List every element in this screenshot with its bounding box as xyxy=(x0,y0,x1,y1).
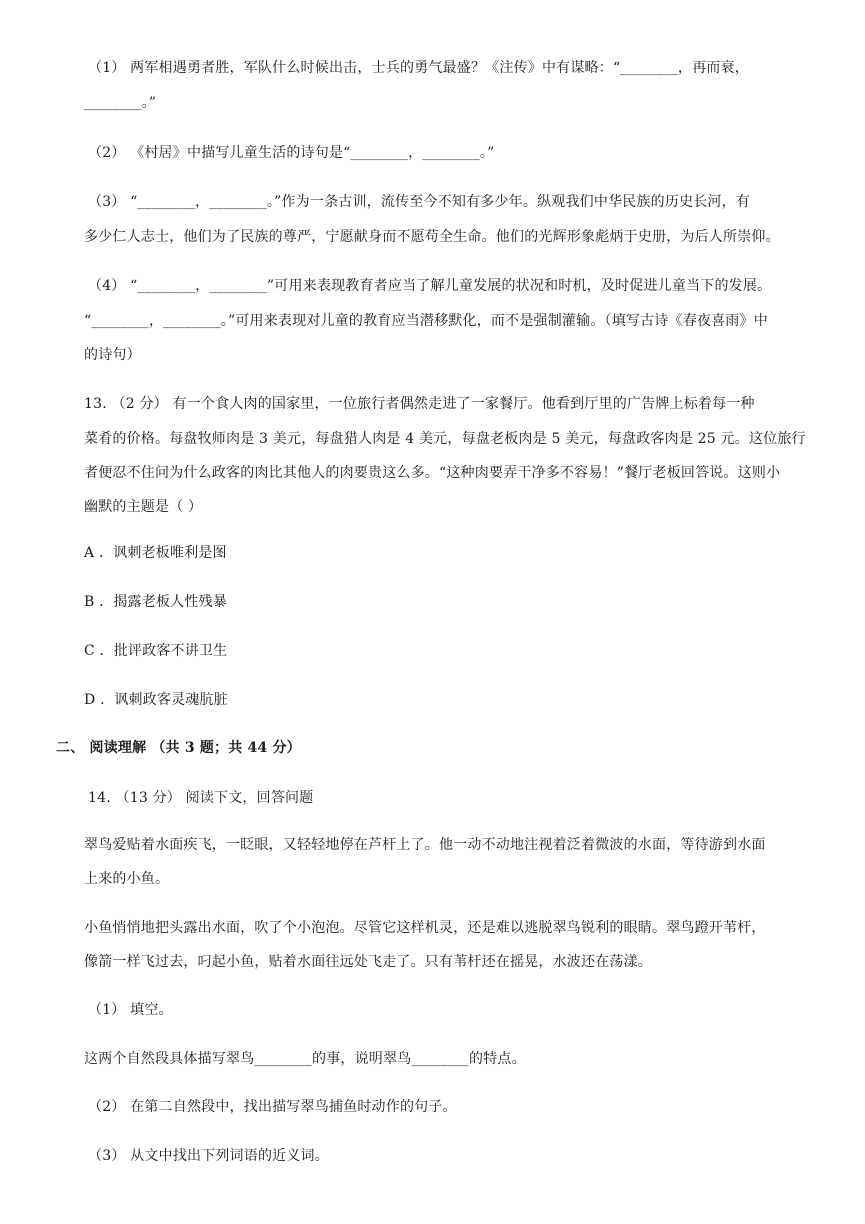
q12-item4-line3: 的诗句） xyxy=(84,347,141,363)
q14-passage-p1-line1: 翠鸟爱贴着水面疾飞，一眨眼，又轻轻地停在芦杆上了。他一动不动地注视着泛着微波的水面，等待游到水面 xyxy=(84,837,766,853)
q14-sub1-label: （1） 填空。 xyxy=(88,1002,173,1018)
q14-sub3-label: （3） 从文中找出下列词语的近义词。 xyxy=(88,1148,329,1164)
q13-stem-line3: 者便忍不住问为什么政客的肉比其他人的肉要贵这么多。“这种肉要弄干净多不容易！”餐厅老板回答说。这则小 xyxy=(84,465,781,481)
q12-item1-line1: （1） 两军相遇勇者胜，军队什么时候出击，士兵的勇气最盛？《注传》中有谋略：“________，再而衰， xyxy=(88,60,749,76)
q12-item4-line2: “________，________。”可用来表现对儿童的教育应当潜移默化，而不是强制灌输。（填写古诗《春夜喜雨》中 xyxy=(84,313,768,329)
q12-item1-line2: ________。” xyxy=(84,95,157,111)
q12-item3-line2: 多少仁人志士，他们为了民族的尊严，宁愿献身而不愿苟全生命。他们的光辉形象彪炳于史册，为后人所崇仰。 xyxy=(84,229,780,245)
q14-passage-p2-line2: 像箭一样飞过去，叼起小鱼，贴着水面往远处飞走了。只有苇杆还在摇晃，水波还在荡漾。 xyxy=(84,954,652,970)
q13-option-d: D ．讽刺政客灵魂肮脏 xyxy=(84,692,228,708)
q14-passage-p1-line2: 上来的小鱼。 xyxy=(84,871,170,887)
q14-header: 14. （13 分） 阅读下文，回答问题 xyxy=(88,790,314,806)
section-heading-reading: 二、 阅读理解 （共 3 题；共 44 分） xyxy=(56,740,301,756)
q14-sub1-text: 这两个自然段具体描写翠鸟________的事，说明翠鸟________的特点。 xyxy=(84,1051,526,1067)
q12-item4-line1: （4） “________，________”可用来表现教育者应当了解儿童发展的状况和时机，及时促进儿童当下的发展。 xyxy=(88,278,772,294)
q14-passage-p2-line1: 小鱼悄悄地把头露出水面，吹了个小泡泡。尽管它这样机灵，还是难以逃脱翠鸟锐利的眼睛。翠鸟蹬开苇杆， xyxy=(84,920,766,936)
q13-stem-line1: 13. （2 分） 有一个食人肉的国家里，一位旅行者偶然走进了一家餐厅。他看到厅里的广告牌上标着每一种 xyxy=(84,396,755,412)
q14-sub2-label: （2） 在第二自然段中，找出描写翠鸟捕鱼时动作的句子。 xyxy=(88,1099,457,1115)
q13-option-b: B ．揭露老板人性残暴 xyxy=(84,594,227,610)
q13-stem-line4: 幽默的主题是（ ） xyxy=(84,499,203,515)
q12-item3-line1: （3） “________，________。”作为一条古训，流传至今不知有多少年。纵观我们中华民族的历史长河，有 xyxy=(88,194,751,210)
q13-option-a: A ．讽刺老板唯利是图 xyxy=(84,545,227,561)
q12-item2-line1: （2） 《村居》中描写儿童生活的诗句是“________，________。” xyxy=(88,145,495,161)
q13-stem-line2: 菜肴的价格。每盘牧师肉是 3 美元，每盘猎人肉是 4 美元，每盘老板肉是 5 美元，每盘政客肉是 25 元。这位旅行 xyxy=(84,431,806,447)
q13-option-c: C ．批评政客不讲卫生 xyxy=(84,643,228,659)
